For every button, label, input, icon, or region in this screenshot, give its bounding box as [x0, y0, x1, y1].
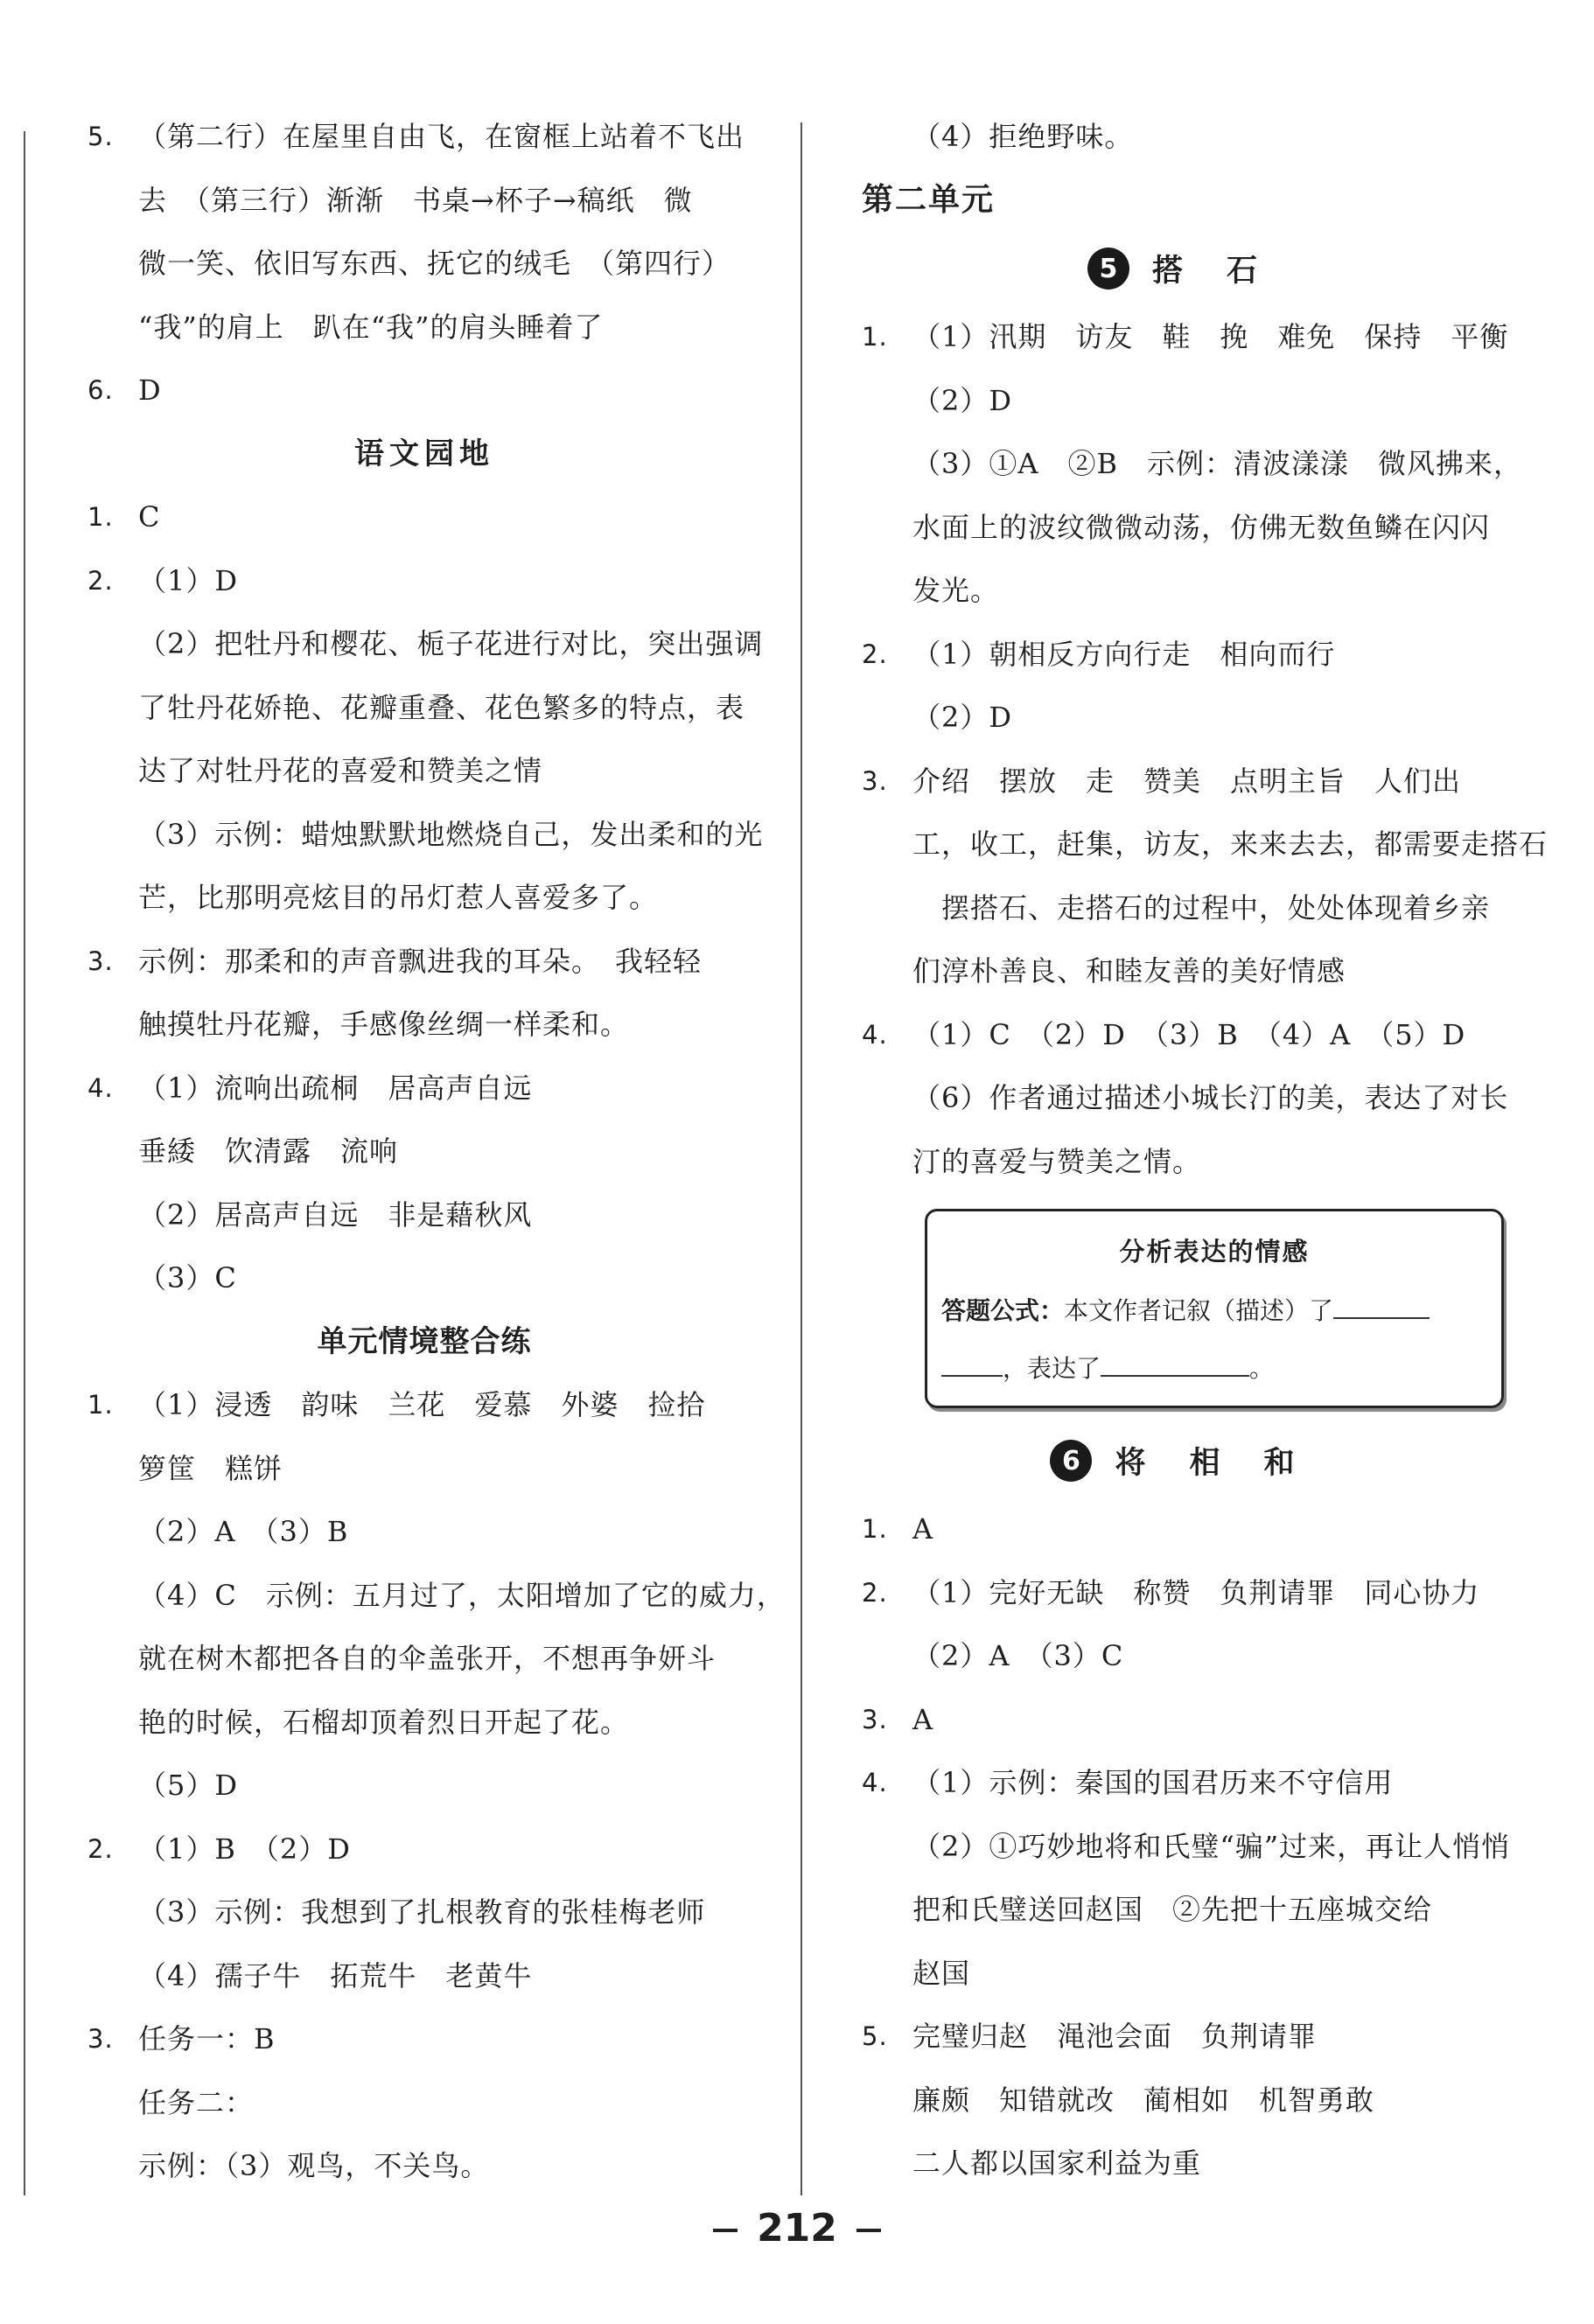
item-number: 5.	[862, 2021, 888, 2051]
answer-item	[862, 1688, 1527, 1752]
answer-line	[87, 612, 764, 676]
item-number: 2.	[862, 639, 888, 669]
answer-text: （1）示例：秦国的国君历来不守信用	[912, 1766, 1394, 1799]
answer-text: 了牡丹花娇艳、花瓣重叠、花色繁多的特点，表	[138, 690, 745, 724]
right-column	[862, 105, 1549, 2195]
answers-unit-practice	[87, 1373, 786, 2198]
answer-line	[87, 1246, 761, 1310]
answer-text: （5）D	[138, 1769, 239, 1802]
answer-line	[862, 813, 1549, 876]
page-number	[0, 2206, 1594, 2251]
answer-text: 就在树木都把各自的伞盖张开，不想再争妍斗	[138, 1642, 717, 1675]
answer-item	[87, 549, 761, 613]
answer-text: 触摸牡丹花瓣，手感像丝绸一样柔和。	[138, 1008, 630, 1041]
answer-text: （4）C 示例：五月过了，太阳增加了它的威力，	[138, 1578, 786, 1612]
answer-text: （3）C	[138, 1261, 237, 1295]
item-number: 4.	[862, 1019, 888, 1050]
answer-line	[87, 676, 761, 740]
answer-line	[87, 1944, 761, 2008]
answer-item	[862, 1751, 1527, 1815]
item-number: 1.	[862, 322, 888, 352]
answer-item	[862, 1497, 1527, 1561]
answer-line	[87, 1691, 761, 1755]
formula-label: 答题公式：	[941, 1296, 1065, 1325]
item-number: 5.	[87, 122, 114, 151]
answer-line	[87, 1437, 761, 1501]
answer-text: 垂緌 饮清露 流响	[138, 1134, 399, 1168]
answer-line	[87, 866, 761, 930]
answer-line	[862, 1815, 1527, 1879]
lesson-number-badge: 6	[1050, 1440, 1092, 1482]
answer-text: 二人都以国家利益为重	[912, 2146, 1202, 2180]
answer-blank	[1333, 1295, 1430, 1319]
answer-text: （6）作者通过描述小城长汀的美，表达了对长	[912, 1081, 1509, 1114]
answer-item	[862, 1561, 1527, 1625]
answer-line	[862, 1130, 1527, 1194]
answer-text: C	[138, 500, 161, 534]
answer-line	[87, 739, 761, 803]
answer-item	[87, 1057, 761, 1120]
answer-text: （1）完好无缺 称赞 负荆请罪 同心协力	[912, 1575, 1480, 1609]
formula-box-title: 分析表达的情感	[1119, 1237, 1310, 1267]
answer-item	[862, 1003, 1527, 1067]
answer-text: （2）D	[912, 701, 1013, 734]
answer-line	[87, 1500, 761, 1564]
answer-text: 箩筐 糕饼	[138, 1451, 283, 1485]
formula-line-2	[941, 1350, 1274, 1385]
answer-text: A	[912, 1512, 934, 1546]
answer-item	[87, 105, 761, 169]
item-number: 2.	[87, 565, 114, 596]
item-number: 1.	[862, 1514, 888, 1544]
left-column	[87, 105, 786, 2198]
answer-text: （1）朝相反方向行走 相向而行	[912, 637, 1336, 671]
answer-text: 摆搭石、走搭石的过程中，处处体现着乡亲	[912, 890, 1491, 925]
answer-item	[87, 485, 761, 549]
answer-text: （2）D	[912, 383, 1013, 417]
unit-heading: 第二单元	[862, 181, 996, 218]
answer-line	[87, 1120, 761, 1183]
answer-text: （1）C （2）D （3）B （4）A （5）D	[912, 1017, 1466, 1051]
answer-text: （3）示例：蜡烛默默地燃烧自己，发出柔和的光	[138, 817, 764, 851]
answer-line	[87, 1881, 761, 1944]
item-number: 3.	[87, 2024, 114, 2054]
answer-text: （第二行）在屋里自由飞，在窗框上站着不飞出	[138, 120, 745, 153]
answers-yuwen-yuandi	[87, 485, 764, 1310]
answer-item	[862, 305, 1527, 369]
item-number: 2.	[87, 1833, 114, 1864]
dash-left	[713, 2229, 738, 2232]
answer-text: 示例：（3）观鸟，不关鸟。	[138, 2149, 490, 2182]
answer-item	[87, 2007, 761, 2071]
answer-text: 去 （第三行）渐渐 书桌→杯子→稿纸 微	[138, 183, 693, 217]
answer-line	[862, 1066, 1527, 1130]
answer-item	[87, 930, 761, 994]
answer-text: 达了对牡丹花的喜爱和赞美之情	[138, 754, 543, 787]
answer-line	[862, 876, 1527, 940]
section-title-yuwen-yuandi: 语文园地	[354, 436, 494, 471]
answer-line	[862, 369, 1527, 433]
answer-item	[87, 359, 761, 422]
answer-text: （1）汛期 访友 鞋 挽 难免 保持 平衡	[912, 320, 1509, 353]
answer-text: 示例：那柔和的声音飘进我的耳朵。 我轻轻	[138, 944, 703, 978]
answer-line	[87, 1627, 761, 1691]
page-number-text: 212	[757, 2206, 837, 2251]
formula-text-1: 本文作者记叙（描述）了	[1064, 1296, 1334, 1325]
answer-text: （1）浸透 韵味 兰花 爱慕 外婆 捡拾	[138, 1388, 706, 1421]
answer-line	[87, 1754, 761, 1818]
answer-text: （4）拒绝野味。	[912, 120, 1134, 153]
answer-text: 赵国	[912, 1956, 971, 1990]
answer-text: 完璧归赵 渑池会面 负荆请罪	[912, 2020, 1318, 2053]
answer-text: 汀的喜爱与赞美之情。	[912, 1144, 1202, 1178]
answer-line	[87, 232, 761, 296]
answer-text: （1）流响出疏桐 居高声自远	[138, 1071, 533, 1105]
answer-text: （2）①巧妙地将和氏璧“骗”过来，再让人悄悄	[912, 1829, 1511, 1863]
answer-text: （1）D	[138, 563, 239, 597]
answer-text: 们淳朴善良、和睦友善的美好情感	[912, 954, 1346, 988]
item-number: 2.	[862, 1577, 888, 1608]
answer-line	[87, 2071, 761, 2135]
column-divider	[800, 122, 802, 2195]
answer-line	[87, 296, 761, 359]
answers-top	[87, 105, 761, 422]
answers-lesson-5	[862, 305, 1549, 1193]
lesson-title: 将相和	[1115, 1446, 1339, 1481]
answer-text: （2）居高声自远 非是藉秋风	[138, 1197, 533, 1232]
answer-line	[862, 105, 1527, 169]
item-number: 1.	[87, 1390, 114, 1420]
answer-line	[87, 1183, 761, 1247]
answer-line	[87, 169, 761, 233]
lesson-number-badge: 5	[1087, 248, 1129, 290]
answer-text: （2）A （3）C	[912, 1639, 1124, 1672]
answer-item	[862, 2005, 1527, 2069]
answer-text: A	[912, 1702, 934, 1736]
lesson-6-title	[862, 1424, 1527, 1497]
answer-text: （2）把牡丹和樱花、栀子花进行对比，突出强调	[138, 627, 764, 660]
item-number: 3.	[862, 1704, 888, 1734]
formula-box	[925, 1209, 1504, 1408]
answer-line	[862, 1624, 1527, 1688]
answer-line	[87, 803, 764, 867]
answer-line	[862, 432, 1527, 496]
answer-blank	[1101, 1352, 1249, 1377]
dash-right	[856, 2229, 881, 2232]
answer-line	[862, 2132, 1527, 2195]
section-title-unit-practice: 单元情境整合练	[317, 1323, 532, 1359]
left-margin-rule	[24, 131, 25, 2195]
formula-line-1	[941, 1292, 1430, 1327]
lesson-title: 搭石	[1151, 254, 1301, 289]
item-number: 4.	[87, 1072, 114, 1103]
answer-text: 水面上的波纹微微动荡，仿佛无数鱼鳞在闪闪	[912, 510, 1491, 544]
answer-blank	[941, 1352, 1003, 1377]
answer-item	[862, 750, 1527, 813]
answer-text: 任务二：	[138, 2085, 255, 2119]
answer-text: 微一笑、依旧写东西、抚它的绒毛 （第四行）	[138, 247, 731, 280]
answer-line	[862, 1878, 1527, 1942]
answer-text: （1）B （2）D	[138, 1832, 351, 1866]
answer-line	[862, 2069, 1527, 2132]
answer-text: （4）孺子牛 拓荒牛 老黄牛	[138, 1958, 533, 1992]
answer-text: （2）A （3）B	[138, 1515, 349, 1548]
answer-line	[87, 993, 761, 1057]
item-number: 3.	[862, 765, 888, 796]
item-number: 3.	[87, 946, 114, 976]
item-number: 6.	[87, 375, 114, 405]
item-number: 4.	[862, 1768, 888, 1797]
answer-text: 把和氏璧送回赵国 ②先把十五座城交给	[912, 1893, 1433, 1926]
answer-text: 艳的时候，石榴却顶着烈日开起了花。	[138, 1705, 630, 1739]
answer-line	[862, 939, 1527, 1003]
answer-line	[862, 559, 1527, 623]
answer-text: 工，收工，赶集，访友，来来去去，都需要走搭石	[912, 827, 1549, 861]
answer-text: 发光。	[912, 574, 1000, 607]
answer-item	[87, 1818, 761, 1881]
answer-line	[862, 496, 1527, 560]
answers-right-top	[862, 105, 1527, 169]
answer-line	[87, 1564, 786, 1628]
answer-item	[862, 623, 1527, 687]
answer-text: 介绍 摆放 走 赞美 点明主旨 人们出	[912, 764, 1462, 798]
formula-end: 。	[1249, 1354, 1275, 1383]
answer-text: D	[138, 373, 162, 407]
answer-text: 任务一：B	[138, 2022, 276, 2055]
answer-text: （3）①A ②B 示例：清波漾漾 微风拂来，	[912, 447, 1522, 480]
lesson-5-title	[862, 232, 1527, 305]
answer-item	[87, 1373, 761, 1437]
answers-lesson-6	[862, 1497, 1527, 2195]
answer-line	[862, 1942, 1527, 2006]
answer-line	[862, 686, 1527, 750]
answer-text: “我”的肩上 趴在“我”的肩头睡着了	[138, 310, 604, 344]
item-number: 1.	[87, 502, 114, 532]
answer-text: 芒，比那明亮炫目的吊灯惹人喜爱多了。	[138, 881, 659, 914]
answer-line	[87, 2134, 761, 2198]
formula-text-2: ，表达了	[1003, 1354, 1101, 1383]
answer-text: （3）示例：我想到了扎根教育的张桂梅老师	[138, 1895, 706, 1929]
answer-text: 廉颇 知错就改 蔺相如 机智勇敢	[912, 2083, 1375, 2117]
